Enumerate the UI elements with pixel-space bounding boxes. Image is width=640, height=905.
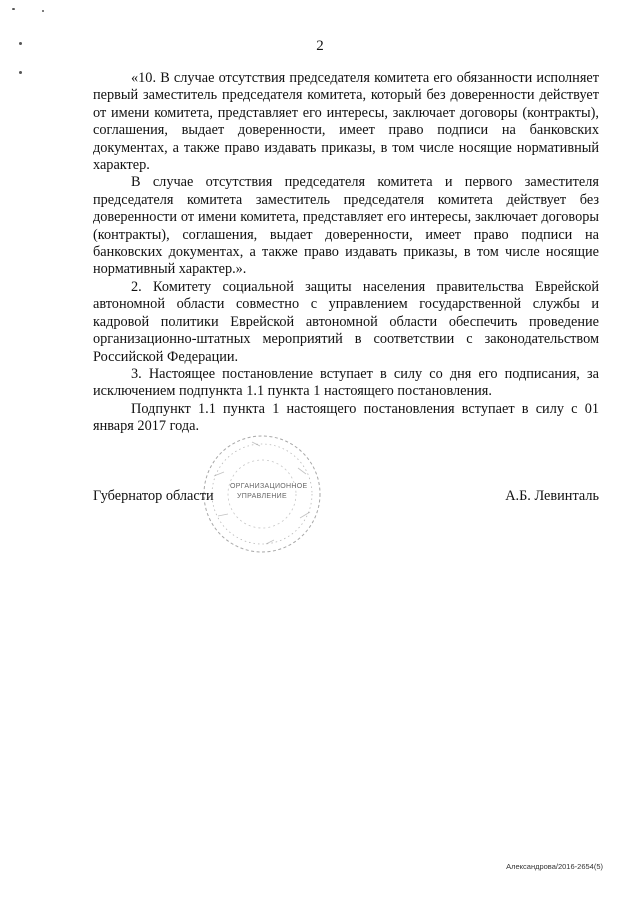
page-number: 2	[316, 38, 324, 54]
paragraph-item-10: «10. В случае отсутствия председателя комитета его обязанности исполняет первый заместитель председателя комитета, который без доверенности действует от имени комитета, представляет его интересы, заключает договоры (контракты), соглашения, выдает доверенности, имеет право подписи на банковских документах, а также право издавать приказы, в том числе носящие нормативный характер.	[93, 70, 599, 174]
paragraph-effective-date: Подпункт 1.1 пункта 1 настоящего постановления вступает в силу с 01 января 2017 года.	[93, 400, 599, 435]
document-body	[93, 70, 599, 436]
paragraph-point-2: 2. Комитету социальной защиты населения правительства Еврейской автономной области совместно с управлением государственной службы и кадровой политики Еврейской автономной области обеспечить проведение организационно-штатных мероприятий в соответствии с законодательством Российской Федерации.	[93, 278, 599, 365]
signatory-position: Губернатор области	[93, 488, 214, 504]
scan-speck	[19, 71, 22, 74]
organizational-department-stamp	[200, 432, 324, 556]
signatory-name: А.Б. Левинталь	[505, 488, 599, 504]
stamp-text-line1: ОРГАНИЗАЦИОННОЕ	[230, 483, 308, 490]
paragraph-item-10-continuation: В случае отсутствия председателя комитета и первого заместителя председателя комитета заместитель председателя комитета действует без доверенности от имени комитета, представляет его интересы, заключает договоры (контракты), соглашения, выдает доверенности, имеет право подписи на банковских документах, а также право издавать приказы, в том числе носящие нормативный характер.».	[93, 174, 599, 278]
document-reference: Александрова/2016-2654(5)	[506, 862, 603, 871]
scan-speck	[12, 8, 15, 10]
paragraph-point-3: 3. Настоящее постановление вступает в силу со дня его подписания, за исключением подпункта 1.1 пункта 1 настоящего постановления.	[93, 365, 599, 400]
scan-speck	[42, 10, 44, 12]
stamp-text-line2: УПРАВЛЕНИЕ	[237, 493, 287, 500]
